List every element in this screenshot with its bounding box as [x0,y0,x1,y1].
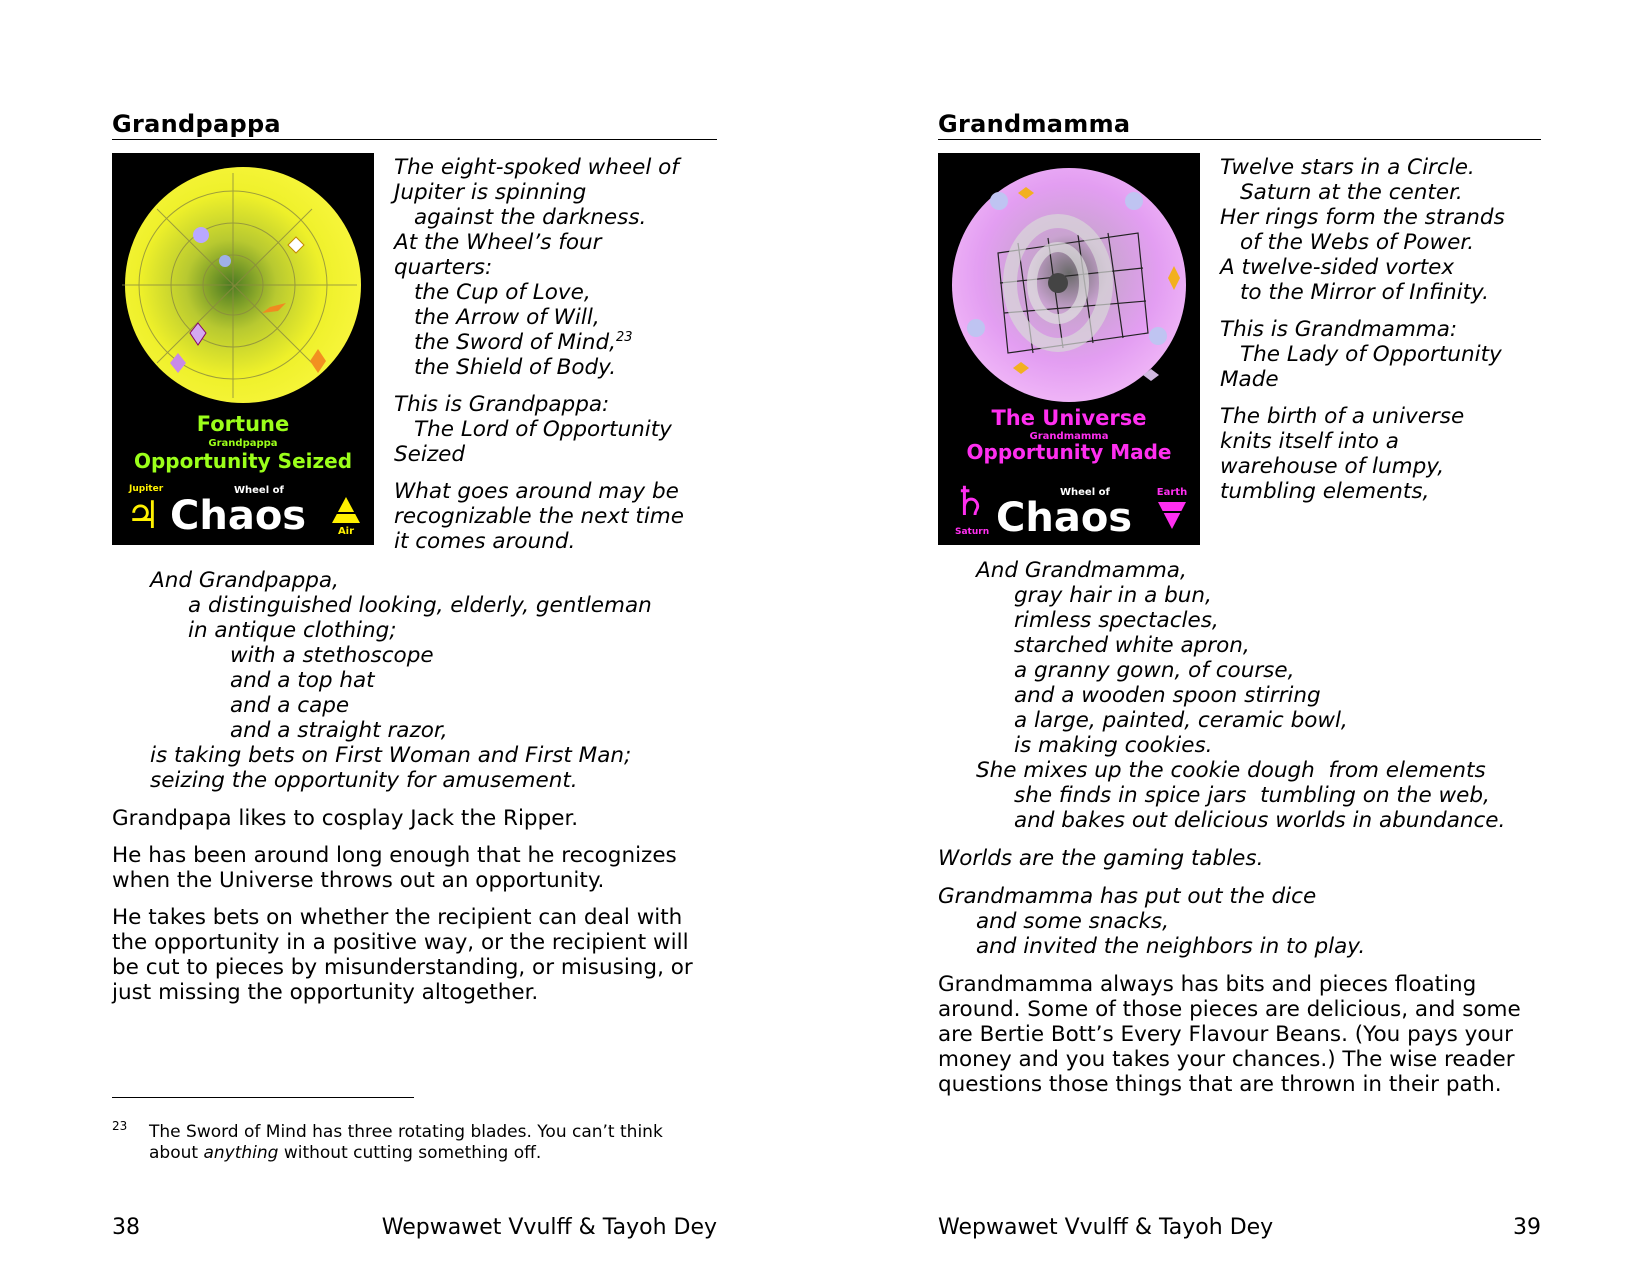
footer-authors: Wepwawet Vvulff & Tayoh Dey [381,1215,717,1240]
grandmamma-poem [976,558,1505,833]
verse-line: Saturn at the center. [1240,180,1463,205]
footnote-emphasis: anything [203,1143,279,1163]
verse-line: This is Grandmamma: [1220,317,1458,342]
verse-line: What goes around may be [394,479,679,504]
poem-line: and a top hat [230,668,375,693]
poem-line: a large, painted, ceramic bowl, [1014,708,1348,733]
verse-stanza [1220,404,1540,504]
card-name: Fortune [196,412,290,436]
poem-line: in antique clothing; [188,618,397,643]
planet-label: Jupiter [129,484,164,494]
verse-line: against the darkness. [414,205,647,230]
footnote-text-part: without cutting something off. [278,1143,542,1163]
verse-line: Twelve stars in a Circle. [1220,155,1475,180]
verse-line: The birth of a universe [1220,404,1465,429]
universe-card-image [938,153,1200,545]
saturn-symbol-icon: ♄ [952,479,988,525]
grandpappa-poem [150,568,652,793]
poem-line: and a straight razor, [230,718,448,743]
card-name: The Universe [991,406,1147,430]
page-title: Grandmamma [938,110,1541,140]
jupiter-symbol-icon: ♃ [126,493,161,537]
left-page [112,0,717,1275]
verse-line-text: the Sword of Mind, [414,330,617,355]
verse-line: A twelve-sided vortex [1220,255,1455,280]
poem-line: a granny gown, of course, [1014,658,1295,683]
poem-line: Grandmamma has put out the dice [938,884,1317,909]
verse-line: The Lord of Opportunity [414,417,672,442]
verse-line: of the Webs of Power. [1240,230,1475,255]
poem-line: starched white apron, [1014,633,1250,658]
footnote-text-part: The Sword of Mind has three rotating blades. You can’t think about [149,1122,663,1163]
verse-line: the Arrow of Will, [414,305,600,330]
verse-line: The eight-spoked wheel of [394,155,679,180]
verse-line [394,330,714,355]
poem-line: she finds in spice jars tumbling on the web, [1014,783,1490,808]
planet-label: Saturn [955,527,990,537]
body-text [938,972,1541,1109]
paragraph: He has been around long enough that he recognizes when the Universe throws out an opportunity. [112,843,677,893]
poem-line: and invited the neighbors in to play. [976,934,1366,959]
verse-line: Seized [394,442,466,467]
card-subtitle: Opportunity Seized [133,449,353,473]
deck-name: Chaos [996,495,1133,541]
verse-line: to the Mirror of Infinity. [1240,280,1489,305]
fortune-card-image [112,153,374,545]
poem-line: and a wooden spoon stirring [1014,683,1321,708]
right-page [938,0,1541,1275]
card-small-name: Grandmamma [1029,431,1109,442]
poem-line: is taking bets on First Woman and First Man; [150,743,632,768]
verse-line: tumbling elements, [1220,479,1430,504]
poem-line: rimless spectacles, [1014,608,1219,633]
card-small-name: Grandpappa [208,438,278,449]
verse-stanza [394,155,714,380]
side-verse [394,155,714,566]
card-subtitle: Opportunity Made [966,440,1172,464]
dice-verse [938,884,1365,959]
footnote-reference[interactable]: 23 [616,329,633,345]
poem-line: and bakes out delicious worlds in abundance. [1014,808,1506,833]
page-number: 38 [112,1215,140,1240]
poem-line: She mixes up the cookie dough from elements [976,758,1486,783]
body-text [112,806,717,1017]
poem-line: and a cape [230,693,350,718]
element-label: Air [337,526,355,537]
verse-stanza [394,479,714,554]
verse-stanza [1220,155,1540,305]
paragraph: Grandpapa likes to cosplay Jack the Ripper. [112,806,579,831]
footnote [112,1119,672,1164]
verse-line: Her rings form the strands [1220,205,1505,230]
poem-line: is making cookies. [1014,733,1213,758]
verse-line: the Cup of Love, [414,280,591,305]
footer-authors: Wepwawet Vvulff & Tayoh Dey [938,1215,1274,1240]
verse-line: recognizable the next time [394,504,684,529]
poem-line: a distinguished looking, elderly, gentleman [188,593,652,618]
paragraph: He takes bets on whether the recipient can deal with the opportunity in a positive way, or the recipient will be cut to pieces by misunderstanding, or misusing, or just missing the opportunity altogether. [112,905,693,1005]
side-verse [1220,155,1540,516]
deck-name: Chaos [170,493,307,539]
footnote-divider [112,1097,414,1098]
page-number: 39 [1513,1215,1541,1240]
verse-line: it comes around. [394,529,576,554]
verse-stanza [1220,317,1540,392]
verse-stanza [394,392,714,467]
gaming-tables-line [938,846,1263,871]
element-label: Earth [1156,487,1188,498]
wheel-of-label: Wheel of [1060,487,1110,498]
wheel-of-label: Wheel of [234,485,284,496]
poem-line: seizing the opportunity for amusement. [150,768,578,793]
verse-line: At the Wheel’s four [394,230,602,255]
verse-line: knits itself into a [1220,429,1399,454]
verse-line: Made [1220,367,1279,392]
poem-line: gray hair in a bun, [1014,583,1212,608]
paragraph: Grandmamma always has bits and pieces floating around. Some of those pieces are delicious, and some are Bertie Bott’s Every Flavour Beans. (You pays your money and you takes your chances.) The wise reader questions those things that are thrown in their path. [938,972,1521,1097]
verse-line: The Lady of Opportunity [1240,342,1502,367]
poem-line: with a stethoscope [230,643,434,668]
verse-line: quarters: [394,255,493,280]
verse-line: This is Grandpappa: [394,392,610,417]
verse-line: the Shield of Body. [414,355,617,380]
poem-line: and some snacks, [976,909,1169,934]
wheel-circle [952,168,1186,402]
poem-line: Worlds are the gaming tables. [938,846,1264,871]
poem-line: And Grandpappa, [150,568,339,593]
page-title: Grandpappa [112,110,717,140]
footnote-number: 23 [112,1119,128,1133]
verse-line: warehouse of lumpy, [1220,454,1445,479]
verse-line: Jupiter is spinning [394,180,587,205]
poem-line: And Grandmamma, [976,558,1187,583]
footnote-text [112,1122,672,1164]
